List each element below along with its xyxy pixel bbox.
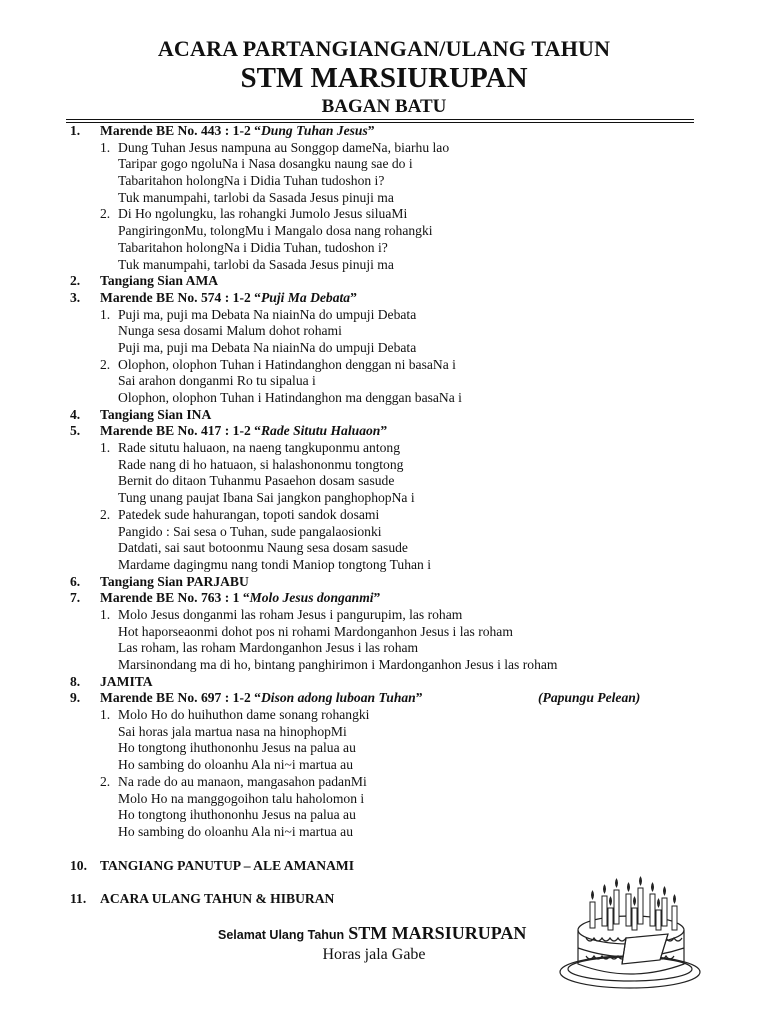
organization-name: STM MARSIURUPAN [348, 923, 527, 943]
verse-line: Marsinondang ma di ho, bintang panghirimon i Mardonganhon Jesus i las roham [118, 657, 558, 672]
verse-line: Olophon, olophon Tuhan i Hatindanghon ma denggan basaNa i [118, 390, 462, 405]
item-number: 10. [70, 857, 87, 873]
title-line-2: STM MARSIURUPAN [240, 62, 528, 94]
item-title [100, 407, 211, 424]
verse-line: Rade nang di ho hatuaon, si halashononmu tongtong [118, 456, 404, 472]
item-number: 7. [70, 590, 81, 606]
item-title [100, 423, 387, 440]
verse-line [70, 307, 710, 324]
item-title-text: Marende BE No. 697 : 1-2 “ [100, 690, 261, 706]
verse-line: Ho sambing do oloanhu Ala ni~i martua au [118, 823, 354, 839]
item-number: 5. [70, 423, 81, 439]
verse-text: Dung Tuhan Jesus nampuna au Songgop dameNa, biarhu lao [118, 139, 450, 155]
program-item [70, 690, 710, 707]
verse-line [70, 707, 710, 724]
item-title-text: Tangiang Sian AMA [100, 273, 219, 289]
title-rule-top [66, 119, 694, 120]
item-title [100, 123, 375, 140]
verse-text: Olophon, olophon Tuhan i Hatindanghon denggan ni basaNa i [118, 356, 456, 372]
quote-close: ” [350, 289, 357, 305]
program-item [70, 574, 710, 591]
item-number: 4. [70, 406, 81, 422]
item-number: 1. [70, 123, 81, 138]
song-title: Puji Ma Debata [260, 289, 351, 305]
item-title-text: TANGIANG PANUTUP – ALE AMANAMI [100, 857, 355, 873]
verse-number: 1. [100, 139, 111, 155]
verse-line: Puji ma, puji ma Debata Na niainNa do umpuji Debata [118, 339, 417, 355]
verse-number: 1. [100, 707, 111, 723]
verse-number: 1. [100, 440, 111, 456]
verse-line: Pangido : Sai sesa o Tuhan, sude pangalaosionki [118, 523, 382, 539]
verse-line: Tabaritahon holongNa i Didia Tuhan tudoshon i? [118, 173, 385, 189]
verse-number: 2. [100, 356, 111, 372]
verse-line: Tung unang paujat Ibana Sai jangkon panghophopNa i [118, 490, 415, 506]
item-note: (Papungu Pelean) [538, 690, 641, 706]
verse-text: Na rade do au manaon, mangasahon padanMi [118, 773, 367, 789]
item-number: 11. [70, 891, 87, 907]
verse-line: Ho tongtong ihuthononhu Jesus na palua au [118, 740, 356, 756]
verse-text: Patedek sude hahurangan, topoti sandok dosami [118, 506, 380, 522]
verse-line [70, 140, 710, 157]
program-item [70, 590, 710, 607]
song-title: Dison adong luboan Tuhan [260, 690, 416, 706]
quote-close: ” [367, 123, 375, 138]
song-title: Dung Tuhan Jesus [260, 123, 368, 138]
verse-number: 1. [100, 606, 111, 622]
item-title-text: JAMITA [100, 673, 153, 689]
quote-close: ” [415, 690, 423, 706]
item-title [100, 858, 354, 875]
item-title [100, 891, 334, 908]
program-item [70, 123, 710, 140]
verse-text: Puji ma, puji ma Debata Na niainNa do umpuji Debata [118, 306, 417, 322]
program-item [70, 423, 710, 440]
item-number: 3. [70, 289, 81, 305]
verse-text: Rade situtu haluaon, na naeng tangkuponmu antong [118, 440, 401, 456]
song-title: Molo Jesus donganmi [249, 590, 374, 606]
item-title-text: ACARA ULANG TAHUN & HIBURAN [100, 891, 335, 907]
item-title [100, 290, 357, 307]
verse-line: Taripar gogo ngoluNa i Nasa dosangku naung sae do i [118, 156, 413, 172]
verse-line: Sai horas jala martua nasa na hinophopMi [118, 723, 347, 739]
item-title-text: Tangiang Sian PARJABU [100, 573, 249, 589]
program-item [70, 290, 710, 307]
verse-line [70, 440, 710, 457]
song-title: Rade Situtu Haluaon [260, 423, 381, 439]
item-title [100, 674, 153, 691]
verse-line [70, 206, 710, 223]
item-title [100, 574, 249, 591]
item-title [100, 590, 380, 607]
verse-line [70, 507, 710, 524]
item-title [100, 273, 218, 290]
verse-line: Bernit do ditaon Tuhanmu Pasaehon dosam sasude [118, 473, 395, 489]
verse-line [70, 357, 710, 374]
verse-line: Tuk manumpahi, tarlobi da Sasada Jesus pinuji ma [118, 189, 394, 205]
verse-line: Nunga sesa dosami Malum dohot rohami [118, 323, 342, 339]
program-item [70, 407, 710, 424]
item-title-text: Marende BE No. 763 : 1 “ [100, 590, 250, 606]
item-number: 9. [70, 690, 81, 706]
program-item [70, 674, 710, 691]
verse-text: Molo Ho do huihuthon dame sonang rohangki [118, 707, 370, 723]
verse-line: Ho tongtong ihuthononhu Jesus na palua au [118, 807, 356, 823]
verse-line: Sai arahon donganmi Ro tu sipalua i [118, 373, 316, 389]
quote-close: ” [373, 590, 381, 606]
verse-line: Molo Ho na manggogoihon talu haholomon i [118, 790, 365, 806]
verse-line: PangiringonMu, tolongMu i Mangalo dosa nang rohangki [118, 223, 433, 239]
title-line-1: ACARA PARTANGIANGAN/ULANG TAHUN [157, 36, 611, 61]
verse-line: Hot haporseaonmi dohot pos ni rohami Mardonganhon Jesus i las roham [118, 623, 513, 639]
title-line-3: BAGAN BATU [321, 96, 447, 117]
verse-text: Molo Jesus donganmi las roham Jesus i pangurupim, las roham [118, 606, 463, 622]
greeting-text: Selamat Ulang Tahun [218, 928, 345, 942]
verse-number: 2. [100, 506, 111, 522]
verse-line: Datdati, sai saut botoonmu Naung sesa dosam sasude [118, 540, 408, 556]
verse-line: Tuk manumpahi, tarlobi da Sasada Jesus pinuji ma [118, 256, 394, 272]
birthday-cake-icon [556, 868, 706, 992]
item-title-text: Marende BE No. 417 : 1-2 “ [100, 423, 261, 439]
item-title [100, 690, 423, 707]
verse-line: Mardame dagingmu nang tondi Maniop tongtong Tuhan i [118, 556, 432, 572]
item-number: 2. [70, 273, 81, 289]
verse-number: 2. [100, 773, 111, 789]
footer-greeting [218, 923, 526, 944]
item-title-text: Marende BE No. 574 : 1-2 “ [100, 289, 261, 305]
wish-text: Horas jala Gabe [322, 946, 426, 963]
verse-line: Ho sambing do oloanhu Ala ni~i martua au [118, 757, 354, 773]
verse-text: Di Ho ngolungku, las rohangki Jumolo Jesus siluaMi [118, 206, 408, 222]
verse-number: 2. [100, 206, 111, 222]
verse-line [70, 607, 710, 624]
verse-line [70, 774, 710, 791]
item-title-text: Marende BE No. 443 : 1-2 “ [100, 123, 261, 138]
item-number: 8. [70, 673, 81, 689]
item-number: 6. [70, 573, 81, 589]
quote-close: ” [380, 423, 388, 439]
program-item [70, 273, 710, 290]
item-title-text: Tangiang Sian INA [100, 406, 212, 422]
spacer [70, 841, 710, 858]
verse-number: 1. [100, 306, 111, 322]
verse-line: Tabaritahon holongNa i Didia Tuhan, tudoshon i? [118, 239, 388, 255]
verse-line: Las roham, las roham Mardonganhon Jesus i las roham [118, 640, 419, 656]
program-list [70, 123, 710, 908]
